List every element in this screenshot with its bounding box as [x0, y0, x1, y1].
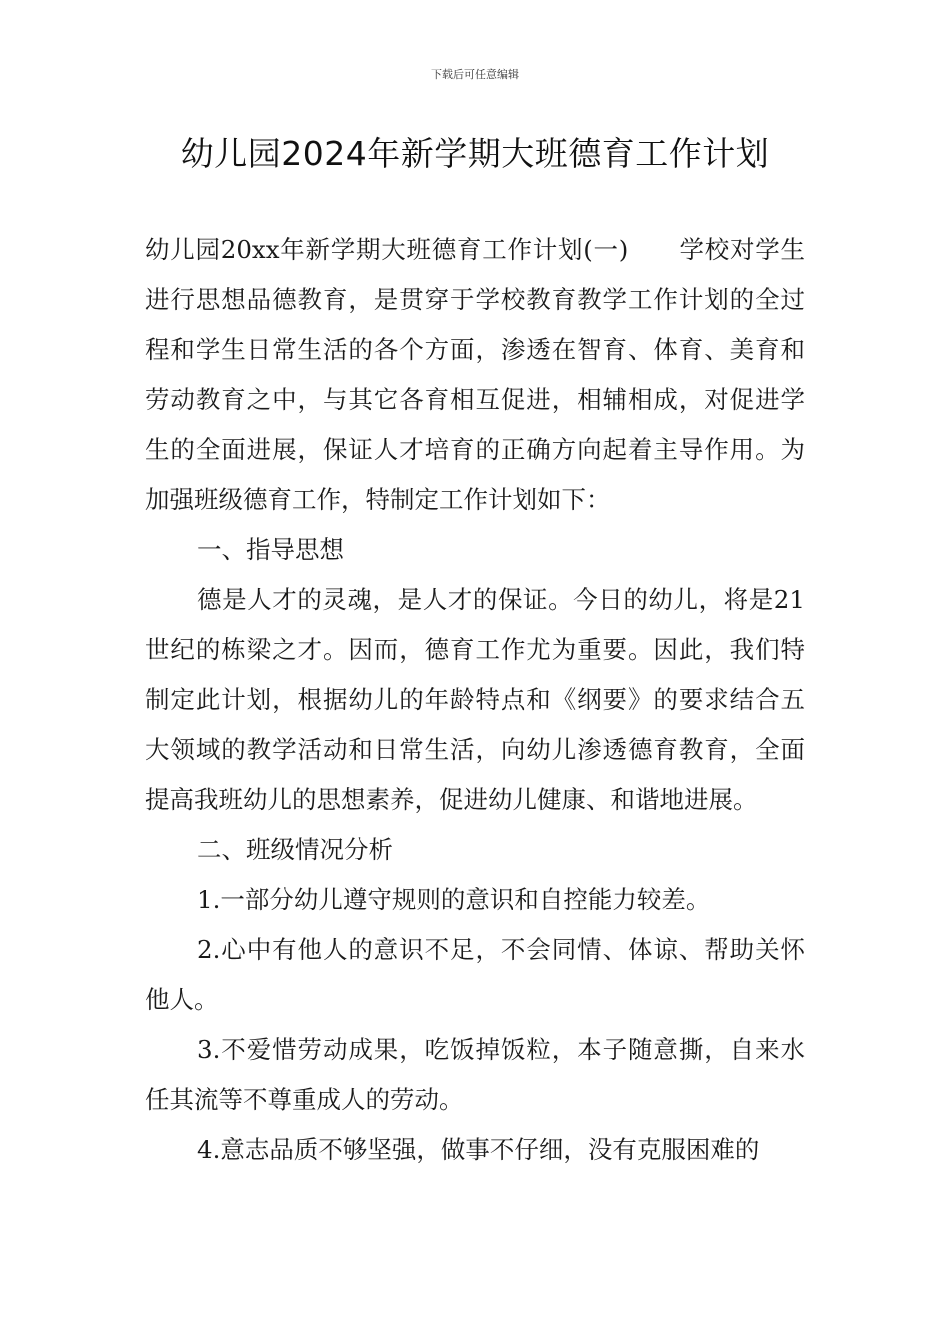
section-heading-guiding-thought: 一、指导思想: [197, 535, 344, 564]
header-note: 下载后可任意编辑: [431, 68, 519, 81]
analysis-item-4: 4.意志品质不够坚强，做事不仔细，没有克服困难的: [197, 1135, 760, 1164]
analysis-item-3: 3.不爱惜劳动成果，吃饭掉饭粒，本子随意撕，自来水任其流等不尊重成人的劳动。: [145, 1035, 805, 1114]
document-body: [145, 225, 805, 1175]
guiding-thought-paragraph: 德是人才的灵魂，是人才的保证。今日的幼儿，将是21世纪的栋梁之才。因而，德育工作尤为重要。因此，我们特制定此计划，根据幼儿的年龄特点和《纲要》的要求结合五大领域的教学活动和日常生活，向幼儿渗透德育教育，全面提高我班幼儿的思想素养，促进幼儿健康、和谐地进展。: [145, 585, 805, 814]
document-title: 幼儿园2024年新学期大班德育工作计划: [180, 134, 770, 173]
section-heading-class-analysis: 二、班级情况分析: [197, 835, 393, 864]
intro-paragraph: 幼儿园20xx年新学期大班德育工作计划(一) 学校对学生进行思想品德教育，是贯穿于学校教育教学工作计划的全过程和学生日常生活的各个方面，渗透在智育、体育、美育和劳动教育之中，与其它各育相互促进，相辅相成，对促进学生的全面进展，保证人才培育的正确方向起着主导作用。为加强班级德育工作，特制定工作计划如下：: [145, 235, 805, 514]
analysis-item-2: 2.心中有他人的意识不足，不会同情、体谅、帮助关怀他人。: [145, 935, 805, 1014]
analysis-item-1: 1.一部分幼儿遵守规则的意识和自控能力较差。: [197, 885, 711, 914]
